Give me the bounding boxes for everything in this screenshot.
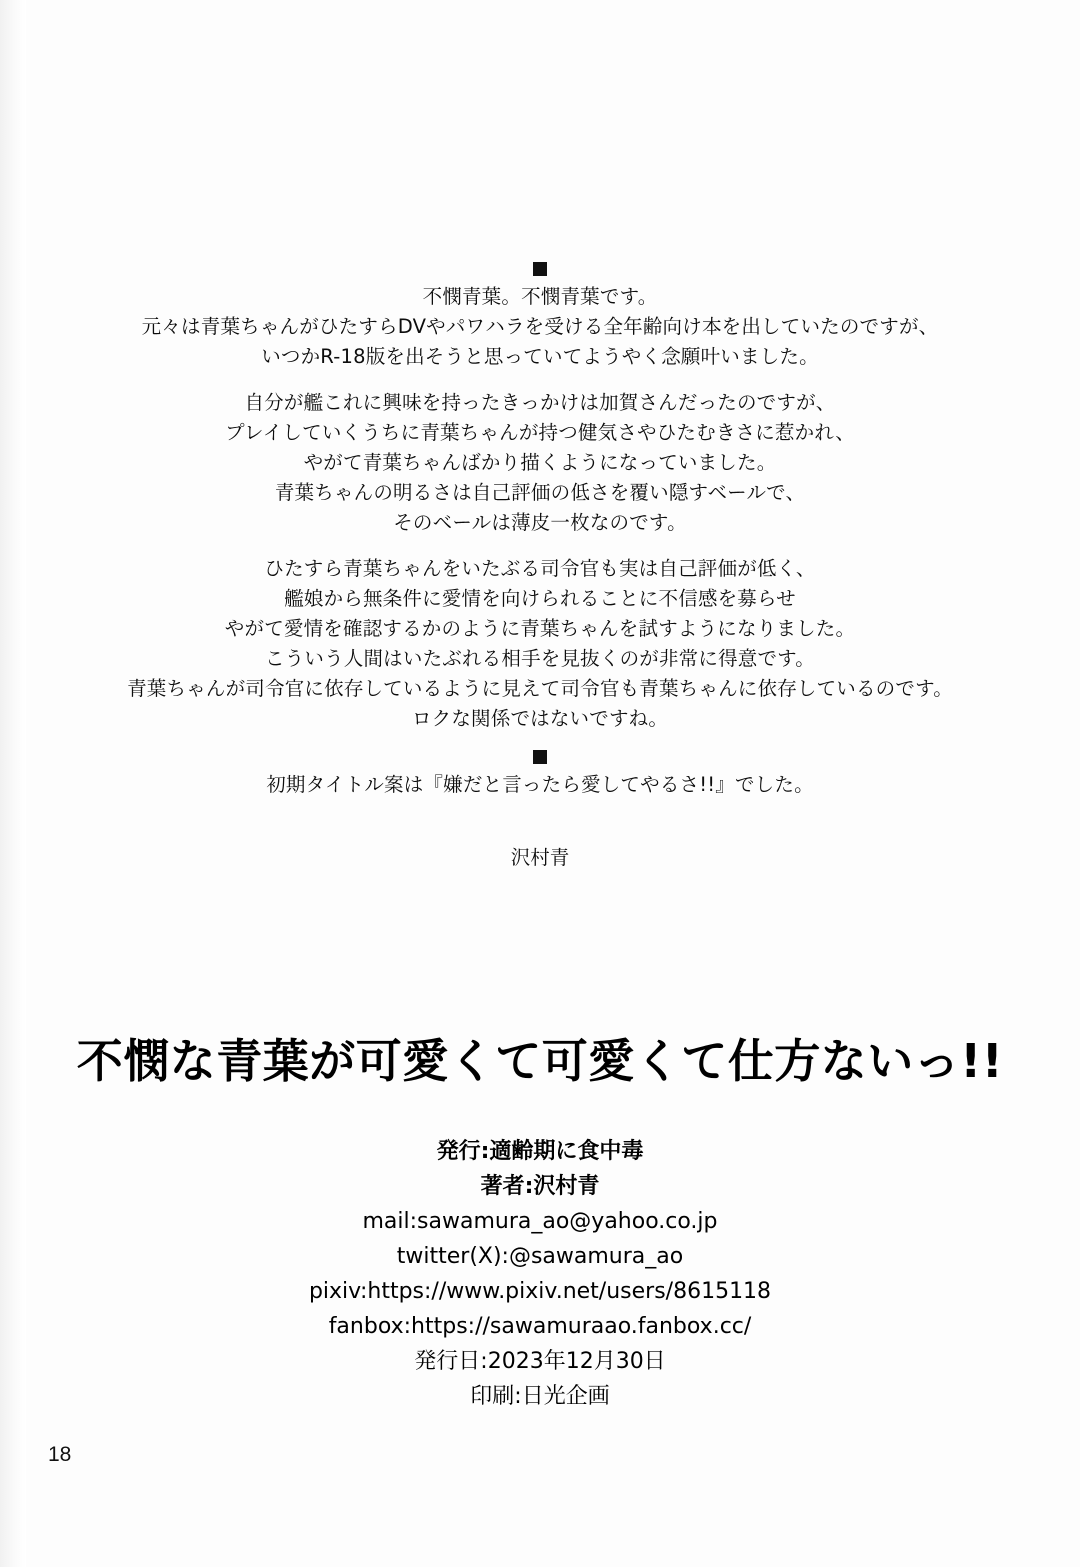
colophon-author: 著者:沢村青 (480, 1174, 600, 1199)
colophon-mail: mail:sawamura_ao@yahoo.co.jp (362, 1209, 718, 1234)
afterword-line: ロクな関係ではないですね。 (411, 707, 669, 730)
paragraph-spacer (0, 372, 1080, 388)
paragraph-spacer (0, 538, 1080, 554)
afterword-paragraph-4 (0, 770, 1080, 800)
afterword-line: こういう人間はいたぶれる相手を見抜くのが非常に得意です。 (264, 647, 816, 670)
colophon-publish-date: 発行日:2023年12月30日 (414, 1349, 666, 1374)
afterword-line: 自分が艦これに興味を持ったきっかけは加賀さんだったのですが、 (244, 391, 836, 414)
author-signature: 沢村青 (510, 846, 570, 869)
afterword-line: ひたすら青葉ちゃんをいたぶる司令官も実は自己評価が低く、 (264, 557, 816, 580)
section-marker-icon (533, 262, 547, 276)
afterword-line: そのベールは薄皮一枚なのです。 (393, 511, 687, 534)
colophon-publisher: 発行:適齢期に食中毒 (436, 1139, 644, 1164)
section-marker-icon (533, 750, 547, 764)
afterword-line: やがて愛情を確認するかのように青葉ちゃんを試すようになりました。 (224, 617, 856, 640)
paragraph-spacer (0, 734, 1080, 750)
colophon-printer: 印刷:日光企画 (470, 1384, 610, 1409)
afterword-line: プレイしていくうちに青葉ちゃんが持つ健気さやひたむきさに惹かれ、 (225, 421, 855, 444)
afterword-line: 初期タイトル案は『嫌だと言ったら愛してやるさ!!』でした。 (266, 773, 814, 796)
colophon-pixiv: pixiv:https://www.pixiv.net/users/8615118 (308, 1279, 772, 1304)
afterword-line: 艦娘から無条件に愛情を向けられることに不信感を募らせ (284, 587, 796, 610)
afterword-line: 元々は青葉ちゃんがひたすらDVやパワハラを受ける全年齢向け本を出していたのですが、 (141, 315, 939, 338)
colophon-block (0, 1134, 1080, 1414)
afterword-section (0, 262, 1080, 872)
afterword-paragraph-2 (0, 388, 1080, 538)
afterword-paragraph-1 (0, 282, 1080, 372)
afterword-line: いつかR-18版を出そうと思っていてようやく念願叶いました。 (261, 345, 819, 368)
afterword-line: やがて青葉ちゃんばかり描くようになっていました。 (303, 451, 777, 474)
afterword-paragraph-3 (0, 554, 1080, 734)
colophon-fanbox: fanbox:https://sawamuraao.fanbox.cc/ (328, 1314, 752, 1339)
afterword-line: 青葉ちゃんの明るさは自己評価の低さを覆い隠すベールで、 (274, 481, 806, 504)
afterword-line: 不憫青葉。不憫青葉です。 (422, 285, 658, 308)
afterword-line: 青葉ちゃんが司令官に依存しているように見えて司令官も青葉ちゃんに依存しているのです。 (127, 677, 953, 700)
book-title: 不憫な青葉が可愛くて可愛くて仕方ないっ!! (76, 1034, 1004, 1088)
colophon-twitter: twitter(X):@sawamura_ao (396, 1244, 684, 1269)
page-number: 18 (48, 1443, 72, 1466)
